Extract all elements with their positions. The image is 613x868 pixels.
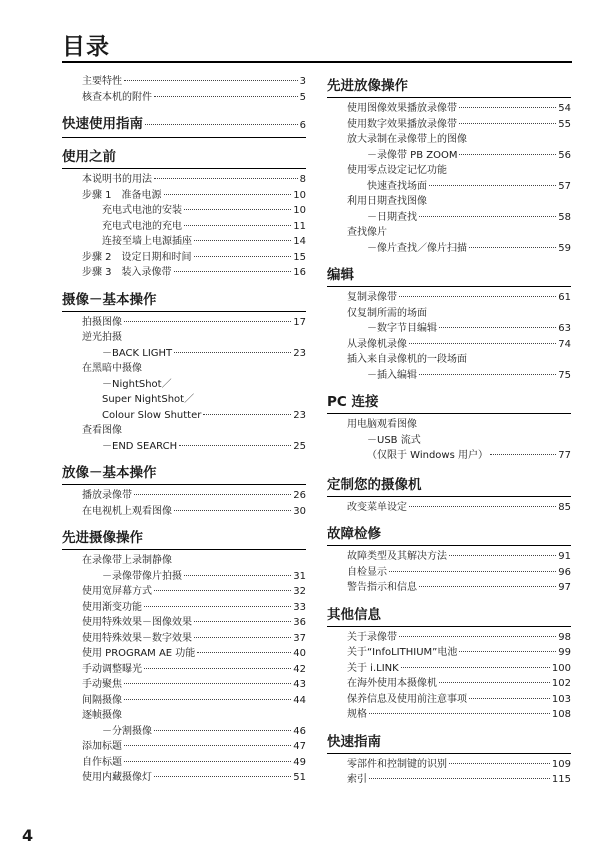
toc-entry[interactable]: 播放录像带 26 xyxy=(82,490,306,501)
toc-entry[interactable]: 复制录像带 61 xyxy=(347,292,571,303)
toc-entry[interactable]: －分割摄像 46 xyxy=(102,725,306,737)
toc-entry[interactable]: 使用数字效果播放录像带 55 xyxy=(347,118,571,130)
toc-entry[interactable]: 保养信息及使用前注意事项 103 xyxy=(347,693,571,705)
section-heading: 其他信息 xyxy=(327,606,571,627)
page-number: 4 xyxy=(22,826,34,845)
toc-entry[interactable]: 核查本机的附件 5 xyxy=(82,91,306,103)
toc-entry[interactable]: 手动调整曝光 42 xyxy=(82,663,306,675)
toc-entry[interactable]: 索引 115 xyxy=(347,774,571,785)
toc-entry-line: 用电脑观看图像 xyxy=(347,419,417,430)
toc-entry[interactable]: 从录像机录像 74 xyxy=(347,338,571,350)
title-divider xyxy=(62,61,572,63)
toc-entry[interactable]: 充电式电池的充电 11 xyxy=(102,220,306,232)
toc-entry-line: Super NightShot／ xyxy=(102,394,195,405)
toc-entry[interactable]: 添加标题 47 xyxy=(82,741,306,752)
toc-entry[interactable]: 主要特性 3 xyxy=(82,76,306,87)
toc-entry-line: 仅复制所需的场面 xyxy=(347,307,427,319)
toc-entry[interactable]: 自检显示 96 xyxy=(347,566,571,578)
toc-entry[interactable]: 关于录像带 98 xyxy=(347,631,571,643)
toc-entry-line: －NightShot／ xyxy=(102,378,172,390)
section-heading: 快速指南 xyxy=(327,733,571,754)
toc-entry-line: 查看图像 xyxy=(82,425,122,436)
section-heading: 使用之前 xyxy=(62,148,306,169)
section-heading: 先进摄像操作 xyxy=(62,529,306,550)
toc-entry[interactable]: 自作标题 49 xyxy=(82,756,306,768)
toc-entry-line: 逆光拍摄 xyxy=(82,332,122,343)
section-heading: 编辑 xyxy=(327,266,571,287)
toc-entry[interactable]: －END SEARCH 25 xyxy=(102,440,306,452)
toc-entry[interactable]: －录像带 PB ZOOM 56 xyxy=(367,149,571,161)
toc-entry-line: －USB 流式 xyxy=(367,434,421,446)
toc-entry-line: 利用日期查找图像 xyxy=(347,196,427,207)
toc-entry[interactable]: 在电视机上观看图像 30 xyxy=(82,505,306,517)
toc-entry[interactable]: 在海外使用本摄像机 102 xyxy=(347,678,571,689)
section-heading: 定制您的摄像机 xyxy=(327,476,571,497)
toc-entry[interactable]: 关于“InfoLITHIUM”电池 99 xyxy=(347,647,571,658)
toc-entry-line: 在录像带上录制静像 xyxy=(82,555,172,566)
toc-entry[interactable]: －BACK LIGHT 23 xyxy=(102,347,306,359)
toc-entry[interactable]: 手动聚焦 43 xyxy=(82,679,306,690)
toc-entry[interactable]: 连接至墙上电源插座 14 xyxy=(102,236,306,247)
toc-entry[interactable]: 使用特殊效果－数字效果 37 xyxy=(82,632,306,644)
toc-entry[interactable]: 使用宽屏幕方式 32 xyxy=(82,586,306,597)
toc-entry-line: 在黑暗中摄像 xyxy=(82,363,142,374)
toc-entry[interactable]: 改变菜单设定 85 xyxy=(347,501,571,513)
page-title: 目录 xyxy=(62,34,110,60)
toc-entry[interactable]: 步骤 3 装入录像带 16 xyxy=(82,267,306,278)
toc-entry[interactable]: －数字节目编辑 63 xyxy=(367,323,571,334)
toc-entry[interactable]: 本说明书的用法 8 xyxy=(82,174,306,185)
toc-entry[interactable]: －插入编辑 75 xyxy=(367,369,571,381)
toc-entry[interactable]: 充电式电池的安装 10 xyxy=(102,205,306,216)
section-heading: 故障检修 xyxy=(327,525,571,546)
section-heading[interactable]: 快速使用指南 6 xyxy=(62,115,306,138)
toc-entry[interactable]: 关于 i.LINK 100 xyxy=(347,662,571,674)
toc-entry[interactable]: 使用渐变功能 33 xyxy=(82,601,306,613)
toc-right-column xyxy=(327,77,571,788)
toc-entry[interactable]: －像片查找／像片扫描 59 xyxy=(367,242,571,254)
toc-entry-line: 插入来自录像机的一段场面 xyxy=(347,354,467,365)
toc-entry[interactable]: －日期查找 58 xyxy=(367,211,571,223)
toc-entry[interactable]: 警告指示和信息 97 xyxy=(347,582,571,593)
toc-entry[interactable]: 使用 PROGRAM AE 功能 40 xyxy=(82,648,306,659)
toc-entry-line: 逐帧摄像 xyxy=(82,710,122,721)
toc-entry[interactable]: 使用特殊效果－图像效果 36 xyxy=(82,617,306,628)
toc-entry[interactable]: 步骤 2 设定日期和时间 15 xyxy=(82,251,306,263)
section-heading: PC 连接 xyxy=(327,393,571,414)
toc-left-column xyxy=(62,74,306,786)
toc-entry[interactable]: 间隔摄像 44 xyxy=(82,694,306,706)
toc-entry[interactable]: 使用图像效果播放录像带 54 xyxy=(347,103,571,114)
toc-entry[interactable]: －录像带像片拍摄 31 xyxy=(102,570,306,582)
toc-entry[interactable]: 快速查找场面 57 xyxy=(367,180,571,192)
toc-entry[interactable]: Colour Slow Shutter 23 xyxy=(102,409,306,421)
section-heading: 放像－基本操作 xyxy=(62,464,306,485)
toc-entry[interactable]: 拍摄图像 17 xyxy=(82,316,306,328)
section-heading: 摄像－基本操作 xyxy=(62,291,306,312)
toc-entry-line: 使用零点设定记忆功能 xyxy=(347,165,447,176)
toc-entry[interactable]: 故障类型及其解决方法 91 xyxy=(347,551,571,562)
toc-entry[interactable]: （仅限于 Windows 用户） 77 xyxy=(367,450,571,461)
toc-entry-line: 查找像片 xyxy=(347,227,387,238)
toc-entry-line: 放大录制在录像带上的图像 xyxy=(347,134,467,145)
section-heading: 先进放像操作 xyxy=(327,77,571,98)
toc-entry[interactable]: 零部件和控制键的识别 109 xyxy=(347,758,571,770)
toc-entry[interactable]: 规格 108 xyxy=(347,709,571,720)
toc-entry[interactable]: 步骤 1 准备电源 10 xyxy=(82,189,306,201)
toc-entry[interactable]: 使用内藏摄像灯 51 xyxy=(82,772,306,783)
